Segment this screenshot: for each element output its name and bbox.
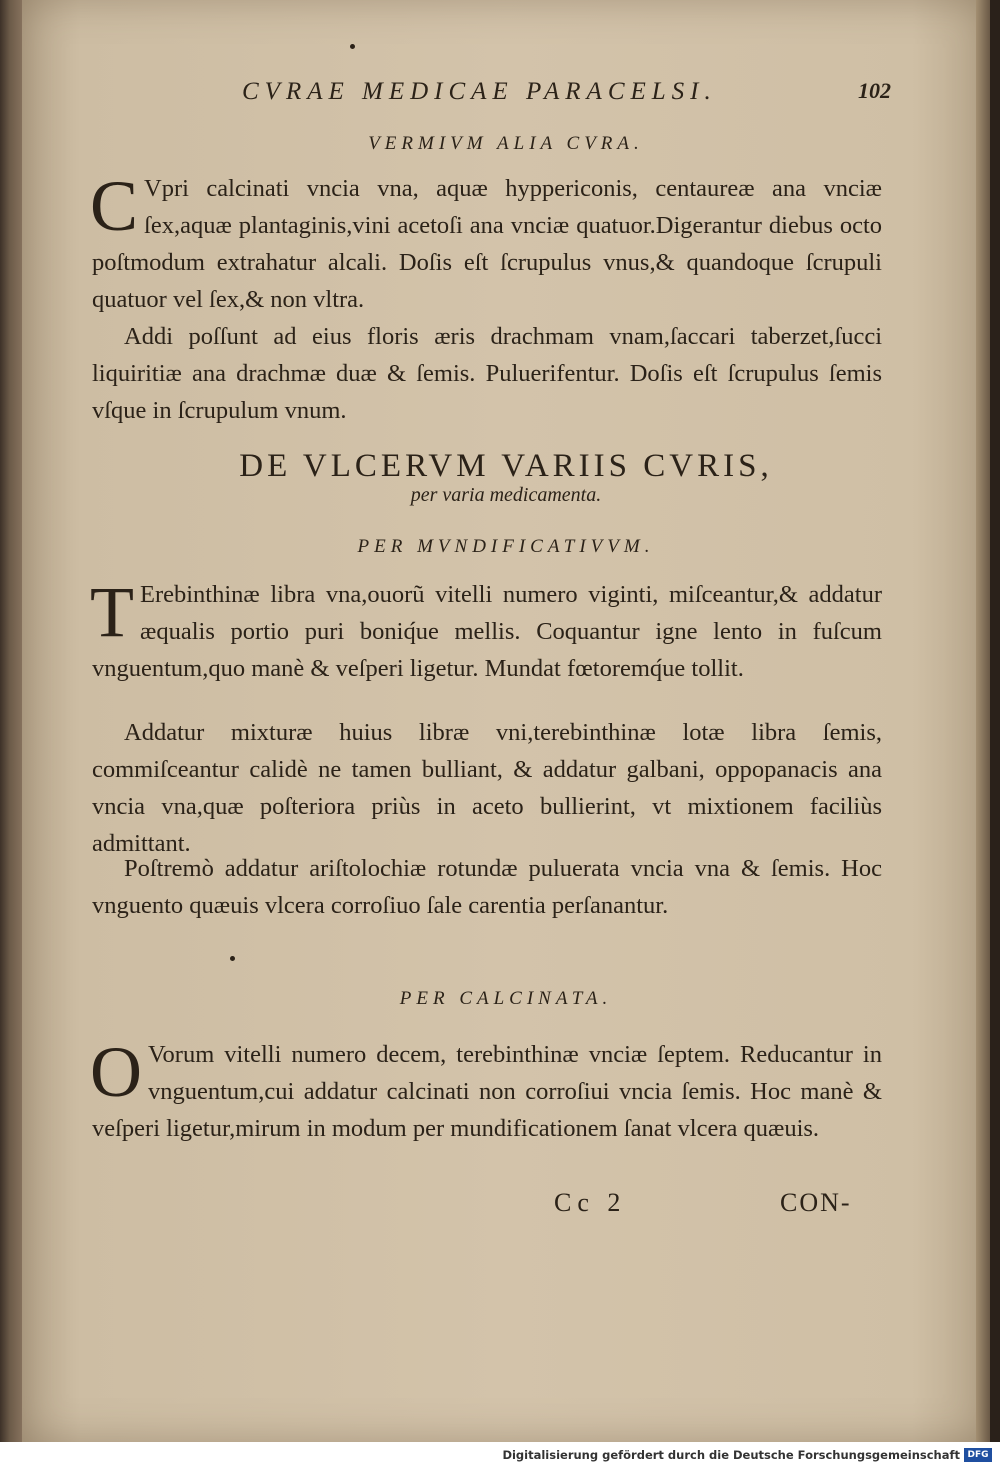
- page-number: 102: [858, 78, 891, 103]
- paragraph-text: Erebinthinæ libra vna,ouorũ vitelli numero viginti, miſceantur,& addatur æqualis portio puri boniq́ue mellis. Coquantur igne lento in fuſcum vnguentum,quo manè & veſperi ligetur. Mundat fœtoremq́ue tollit.: [92, 581, 882, 682]
- dfg-logo-icon: DFG: [964, 1448, 992, 1462]
- chapter-title: DE VLCERVM VARIIS CVRIS,: [239, 448, 773, 484]
- running-title: CVRAE MEDICAE PARACELSI.: [242, 78, 717, 105]
- paragraph-text: Vorum vitelli numero decem, terebinthinæ vnciæ ſeptem. Reducantur in vnguentum,cui addatur calcinati non corroſiui vncia ſemis. Hoc manè & veſperi ligetur,mirum in modum per mundificationem ſanat vlcera quæuis.: [92, 1041, 882, 1142]
- page-edge: [976, 0, 990, 1442]
- catchword: CON-: [780, 1188, 852, 1217]
- paragraph-terebinthinae: [90, 572, 882, 687]
- paragraph-text: Addi poſſunt ad eius floris æris drachmam vnam,ſaccari taberzet,ſucci liquiritiæ ana drachmæ duæ & ſemis. Puluerifentur. Doſis eſt ſcrupulus ſemis vſque in ſcrupulum vnum.: [92, 323, 882, 424]
- ink-speck: [230, 956, 235, 961]
- drop-cap-t: T: [90, 572, 134, 652]
- section-subtitle-calcinata: PER CALCINATA.: [399, 988, 613, 1009]
- funding-credit: Digitalisierung gefördert durch die Deutsche Forschungsgemeinschaft: [502, 1448, 960, 1462]
- chapter-subtitle: per varia medicamenta.: [410, 484, 602, 506]
- paragraph-ovorum: [90, 1032, 882, 1147]
- paragraph-text: Vpri calcinati vncia vna, aquæ hyppericonis, centaureæ ana vnciæ ſex,aquæ plantaginis,vini acetoſi ana vnciæ quatuor.Digerantur diebus octo poſtmodum extrahatur alcali. Doſis eſt ſcrupulus vnus,& quandoque ſcrupuli quatuor vel ſex,& non vltra.: [92, 175, 882, 313]
- section-subtitle-mundificativum: PER MVNDIFICATIVVM.: [357, 536, 655, 557]
- drop-cap-o: O: [90, 1032, 142, 1112]
- paragraph-cupri: [90, 166, 882, 318]
- paragraph-text: Addatur mixturæ huius libræ vni,terebinthinæ lotæ libra ſemis, commiſceantur calidè ne tamen bulliant, & addatur galbani, oppopanacis ana vncia vna,quæ poſteriora priùs in aceto bullierint, vt mixtionem faciliùs admittant.: [92, 719, 882, 857]
- paragraph-postremo: [92, 850, 882, 924]
- drop-cap-c: C: [90, 166, 139, 246]
- paragraph-addatur: [92, 714, 882, 862]
- paragraph-text: Poſtremò addatur ariſtolochiæ rotundæ puluerata vncia vna & ſemis. Hoc vnguento quæuis vlcera corroſiuo ſale carentia perſanantur.: [92, 855, 882, 919]
- book-page: [22, 0, 990, 1442]
- section-subtitle-vermium: VERMIVM ALIA CVRA.: [368, 133, 644, 154]
- signature-mark: Cc 2: [554, 1188, 627, 1217]
- book-spine: [0, 0, 24, 1442]
- paragraph-addi: [92, 318, 882, 429]
- ink-speck: [350, 44, 355, 49]
- footer-bar: [0, 1442, 1000, 1470]
